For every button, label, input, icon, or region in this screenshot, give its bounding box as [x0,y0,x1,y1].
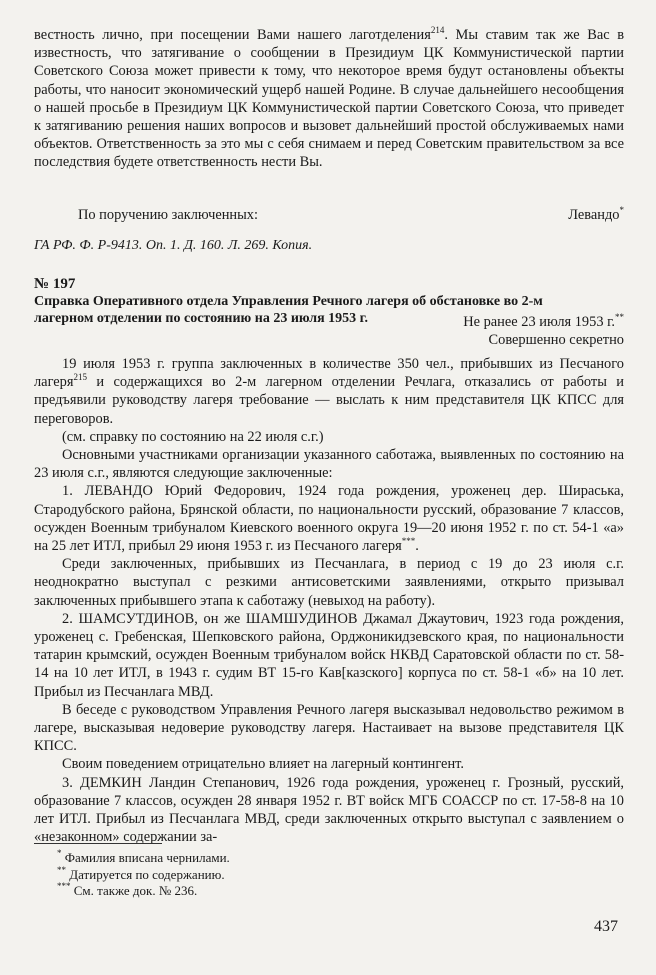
footnote-divider [34,843,162,844]
body-paragraph: (см. справку по состоянию на 22 июля с.г.) [62,428,324,445]
body-paragraph: 19 июля 1953 г. группа заключенных в количестве 350 чел., прибывших из Песчаного лагеря$^{215}$ и содержащихся во 2-м лагерном отделении Речлага, отказались от работы и предъявили руководству лагеря требование — выслать к ним представителя ЦК КПСС для переговоров. [34,356,624,427]
footnote: ** Датируется по содержанию. [57,864,225,882]
signature-label: По поручению заключенных: [78,207,258,223]
secrecy-label: Совершенно секретно [488,332,624,348]
footnote: *** См. также док. № 236. [57,881,198,898]
body-paragraph: 2. ШАМСУТДИНОВ, он же ШАМШУДИНОВ Джамал Джаутович, 1923 года рождения, уроженец с. Гребенская, Шепковского района, Орджоникидзевского края, по национальности татарин крымский, осужден Военным трибуналом войск НКВД Саратовской области по ст. 58-14 на 10 лет ИТЛ, в 1943 г. судим ВТ 15-го Кав[казского] корпуса по ст. 58-1 «б» на 10 лет. Прибыл из Песчанлага МВД. [34,610,624,700]
document-title: Справка Оперативного отдела Управления Речного лагеря об обстановке во 2-м лагерном отделении по состоянию на 23 июля 1953 г. [34,294,543,326]
footnote-ref: 214 [430,25,445,35]
letter-paragraph: вестность лично, при посещении Вами нашего лаготделения$^{214}$. Мы ставим так же Вас в известность, что затягивание о сообщении в Президиум ЦК Коммунистической партии Советского Союза может привести к тому, что некоторое время будут остановлены объекты работы, что наносит экономический ущерб нашей Родине. В случае дальнейшего несообщения о нашей просьбе в Президиум ЦК Коммунистической партии Советского Союза, что приведет к затягиванию решения наших вопросов и вызовет дальнейший простой обслуживаемых нами объектов. Ответственность за это мы с себя снимаем и перед Советским правительством за все последствия будете ответственность нести Вы. [34,25,624,171]
signature-line [34,206,624,224]
document-body [34,355,624,846]
footnote: * Фамилия вписана чернилами. [57,848,230,865]
body-paragraph: Своим поведением отрицательно влияет на лагерный контингент. [62,756,464,773]
letter-ending [34,26,624,172]
body-paragraph: В беседе с руководством Управления Речного лагеря высказывал недовольство режимом в лагере, высказывая недоверие руководству лагеря. Настаивает на вызове представителя ЦК КПСС. [34,701,624,755]
body-paragraph: Среди заключенных, прибывших из Песчанлага, в период с 19 до 23 июля с.г. неоднократно выступал с резкими антисоветскими заявлениями, открыто призывал заключенных прибывшего этапа к саботажу (невыход на работу). [34,556,624,609]
document-number: № 197 [34,276,76,292]
document-date: Не ранее 23 июля 1953 г.** [463,312,624,330]
signature-name: Левандо* [568,205,624,223]
document-meta [34,313,624,349]
page-number: 437 [594,918,618,935]
body-paragraph: Основными участниками организации указанного саботажа, выявленных по состоянию на 23 июля с.г., являются следующие заключенные: [34,447,624,482]
body-paragraph: 3. ДЕМКИН Ландин Степанович, 1926 года рождения, уроженец г. Грозный, русский, образование 7 классов, осужден 28 января 1952 г. ВТ войск МГБ СОАССР по ст. 17-58-8 на 10 лет ИТЛ. Прибыл из Песчанлага МВД, среди заключенных открыто выступал с заявлением о «незаконном» содержании за- [34,774,624,846]
archive-reference: ГА РФ. Ф. Р-9413. Оп. 1. Д. 160. Л. 269. Копия. [34,238,313,253]
body-paragraph: 1. ЛЕВАНДО Юрий Федорович, 1924 года рождения, уроженец дер. Шираська, Стародубского района, Брянской области, по национальности русский, образование 7 классов, осужден Военным трибуналом Киевского военного округа 19—20 июня 1952 г. по ст. 54-1 «а» на 25 лет ИТЛ, прибыл 29 июня 1953 г. из Песчаного лагеря***. [34,483,624,555]
footnotes [57,850,230,900]
